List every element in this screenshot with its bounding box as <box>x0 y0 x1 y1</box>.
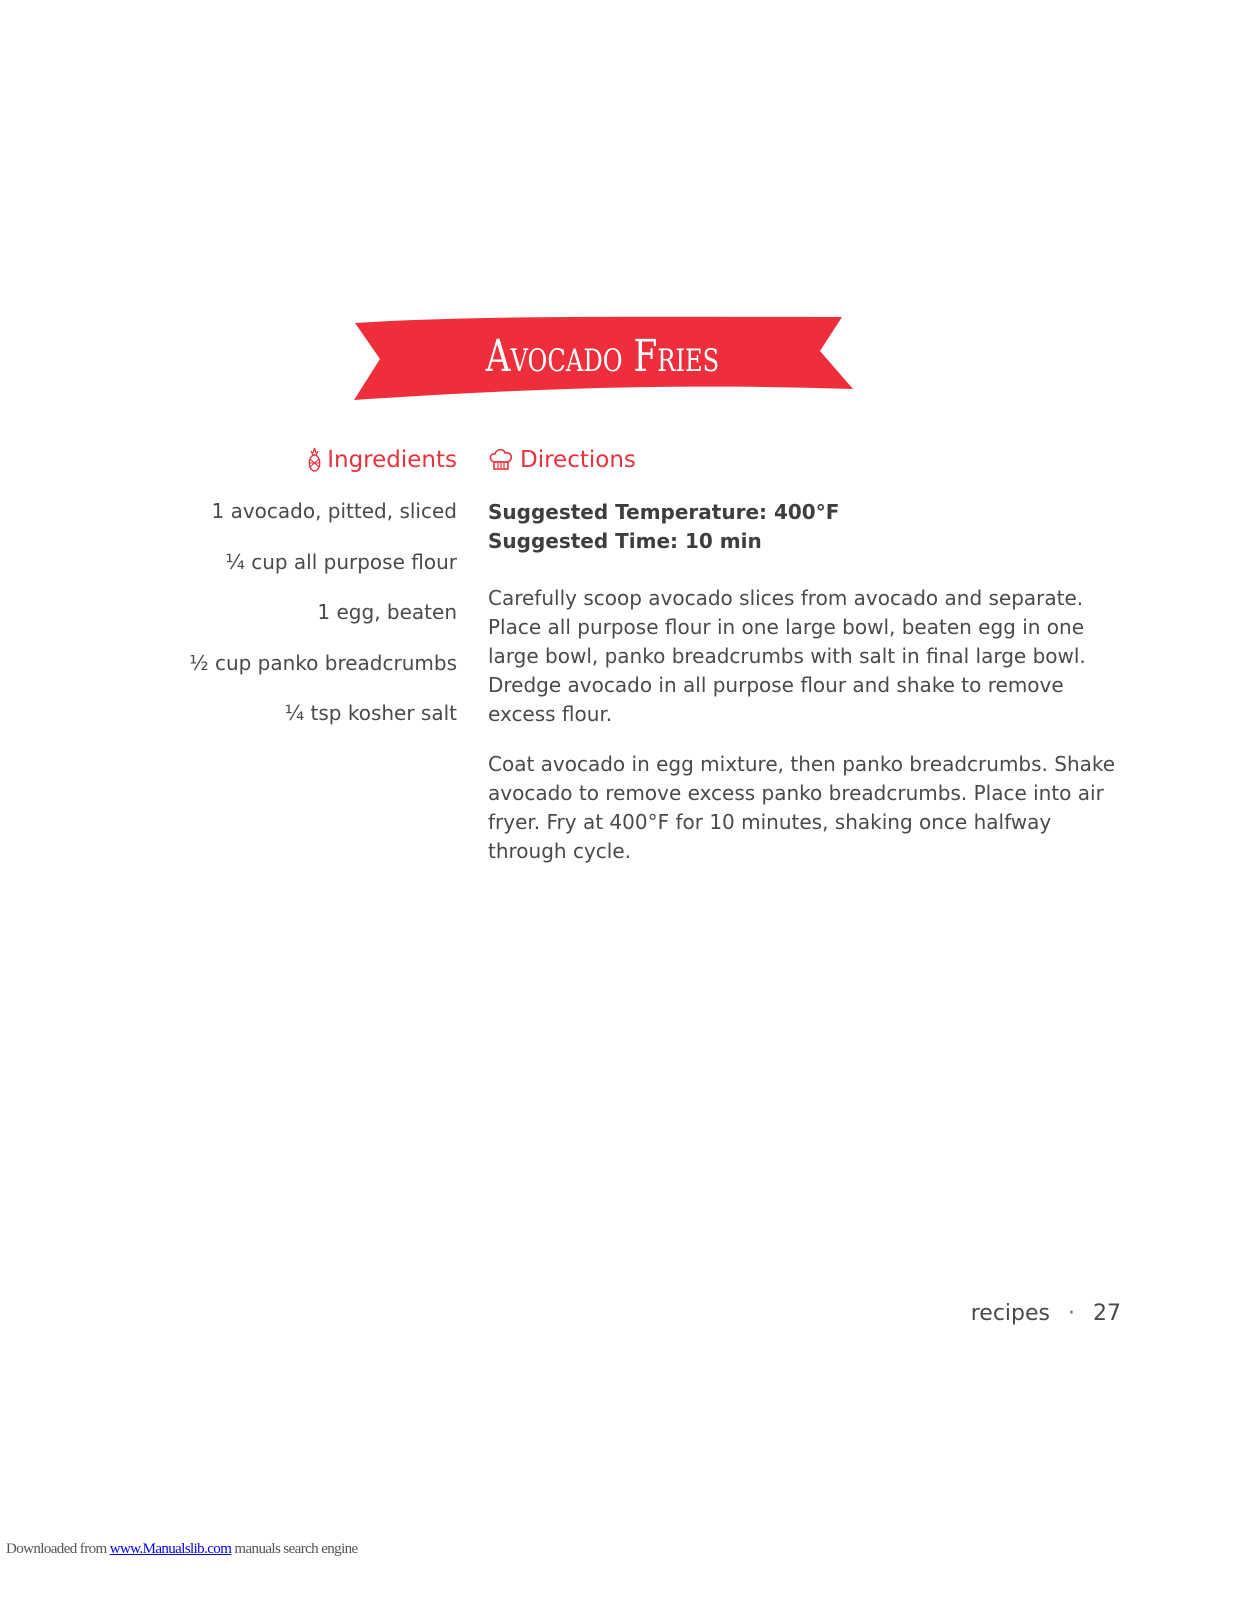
ingredient-item: ½ cup panko breadcrumbs <box>189 650 457 675</box>
directions-column <box>488 440 1128 886</box>
suggested-time: Suggested Time: 10 min <box>488 529 762 553</box>
ingredients-list <box>150 498 457 751</box>
pineapple-icon <box>308 447 321 473</box>
watermark-prefix: Downloaded from <box>6 1541 110 1557</box>
ingredients-heading <box>150 440 457 480</box>
footer-section: recipes <box>970 1301 1050 1326</box>
ingredients-heading-text: Ingredients <box>327 447 457 473</box>
ingredient-item: 1 egg, beaten <box>317 600 457 624</box>
ingredient-item: ¼ cup all purpose flour <box>225 549 457 574</box>
page-number: 27 <box>1093 1301 1121 1326</box>
recipe-title: Avocado Fries <box>485 330 720 382</box>
direction-paragraph: Carefully scoop avocado slices from avocado and separate. Place all purpose flour in one large bowl, beaten egg in one large bowl, panko breadcrumbs with salt in final large bowl. Dredge avocado in all purpose flour and shake to remove excess flour. <box>488 586 1086 726</box>
ingredient-item: ¼ tsp kosher salt <box>284 701 457 725</box>
footer-separator: · <box>1068 1301 1075 1326</box>
page-footer <box>971 1301 1121 1326</box>
ingredients-column <box>150 440 457 751</box>
watermark-suffix: manuals search engine <box>231 1541 358 1557</box>
directions-heading <box>488 440 1128 480</box>
ingredient-item: 1 avocado, pitted, sliced <box>211 499 457 523</box>
direction-paragraph: Coat avocado in egg mixture, then panko breadcrumbs. Shake avocado to remove excess panko breadcrumbs. Place into air fryer. Fry at 400°F for 10 minutes, shaking once halfway through cycle. <box>488 752 1116 863</box>
manualslib-link[interactable]: www.Manualslib.com <box>109 1541 232 1557</box>
title-banner <box>350 313 855 403</box>
cooking-settings <box>488 498 1128 556</box>
suggested-temperature: Suggested Temperature: 400°F <box>488 500 840 524</box>
chef-hat-icon <box>488 447 514 473</box>
directions-heading-text: Directions <box>520 447 636 473</box>
download-watermark <box>6 1541 358 1558</box>
